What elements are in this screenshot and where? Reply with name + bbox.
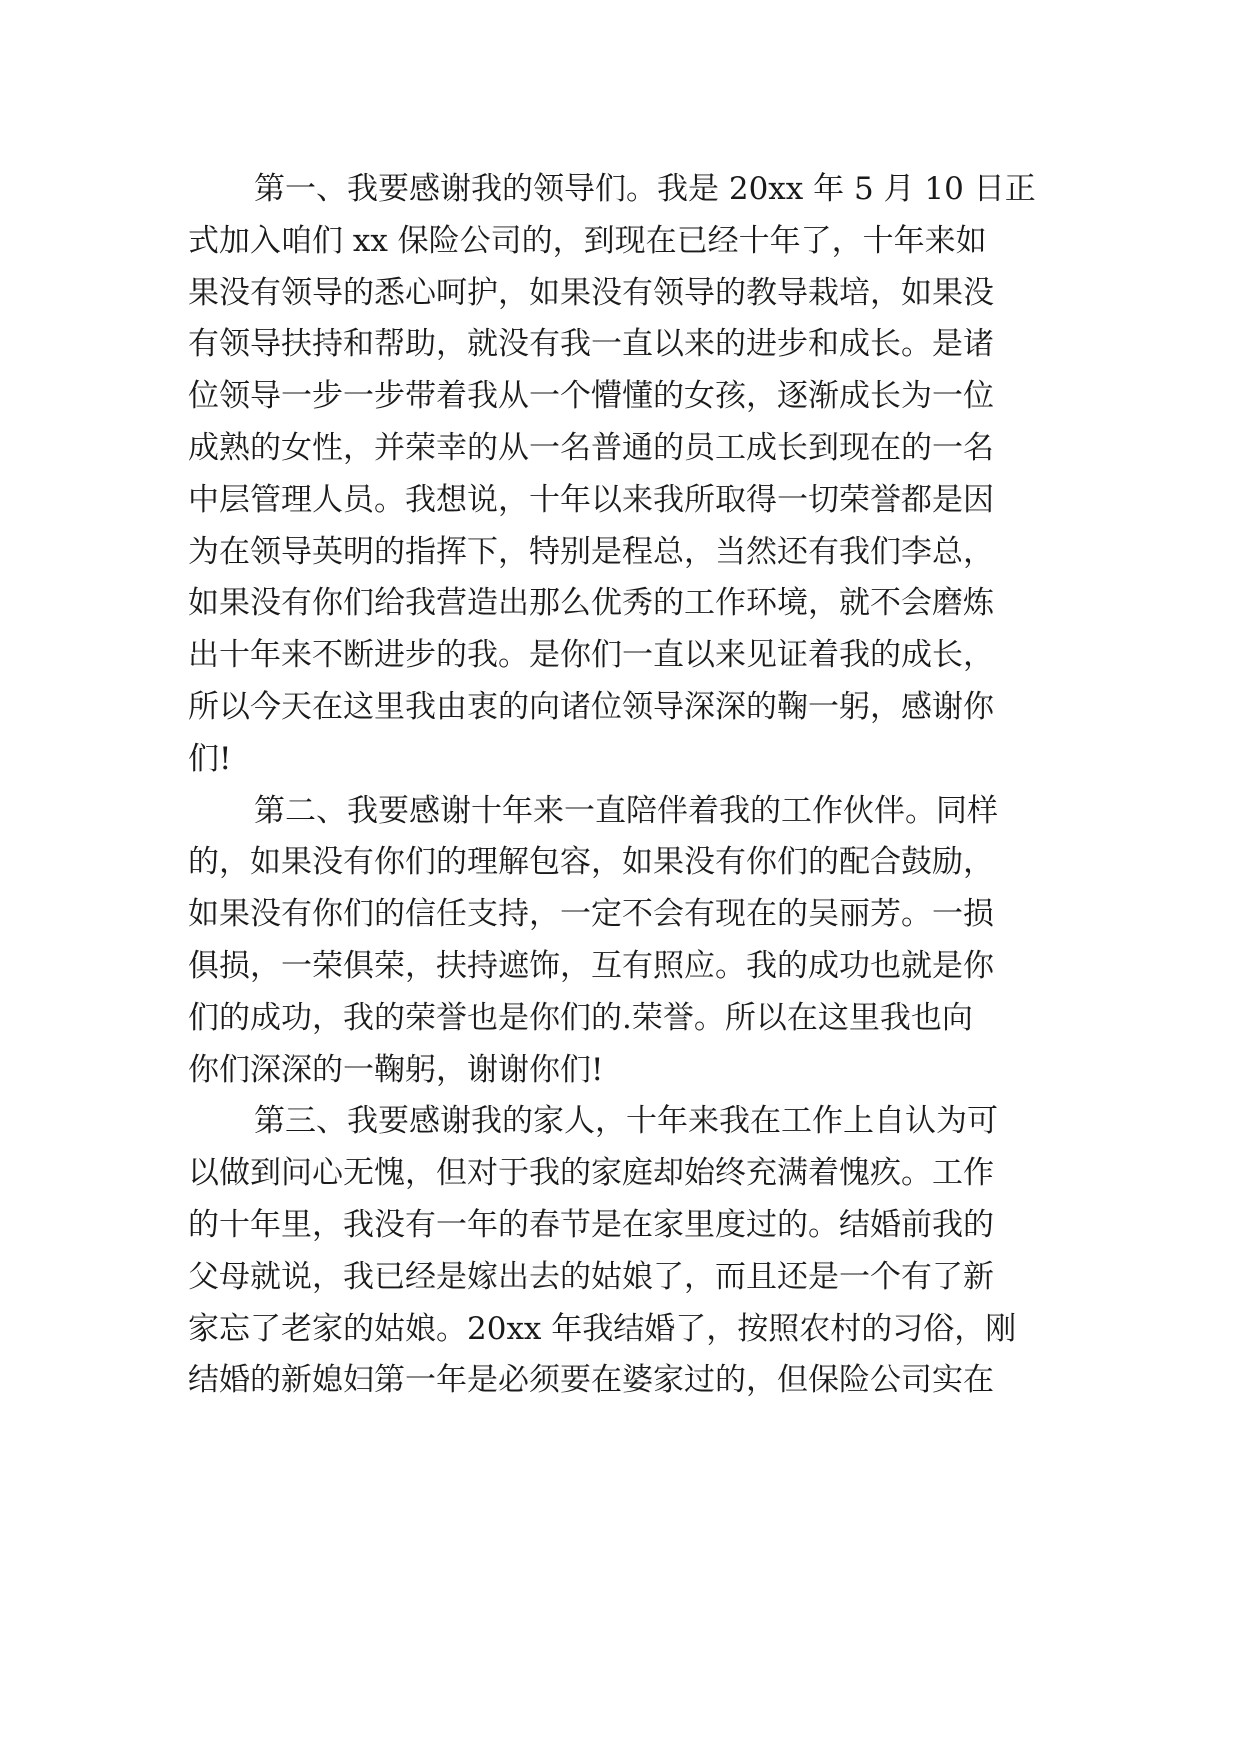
paragraph-3-line-3: 的十年里，我没有一年的春节是在家里度过的。结婚前我的 xyxy=(188,1207,994,1243)
paragraph-2-line-5: 们的成功，我的荣誉也是你们的.荣誉。所以在这里我也向 xyxy=(188,999,973,1036)
paragraph-3-line-1: 第三、我要感谢我的家人，十年来我在工作上自认为可 xyxy=(254,1103,998,1140)
paragraph-2-line-3: 如果没有你们的信任支持，一定不会有现在的吴丽芳。一损 xyxy=(188,896,994,933)
paragraph-1-line-9: 如果没有你们给我营造出那么优秀的工作环境，就不会磨炼 xyxy=(188,585,994,622)
paragraph-2-line-4: 俱损，一荣俱荣，扶持遮饰，互有照应。我的成功也就是你 xyxy=(188,948,994,984)
paragraph-1-line-12: 们! xyxy=(188,740,232,777)
paragraph-2-line-6: 你们深深的一鞠躬，谢谢你们! xyxy=(188,1051,604,1088)
paragraph-1-line-1: 第一、我要感谢我的领导们。我是 20xx 年 5 月 10 日正 xyxy=(254,171,1036,207)
paragraph-3-line-2: 以做到问心无愧，但对于我的家庭却始终充满着愧疚。工作 xyxy=(188,1155,994,1192)
paragraph-3-line-6: 结婚的新媳妇第一年是必须要在婆家过的，但保险公司实在 xyxy=(188,1362,994,1399)
paragraph-3-line-4: 父母就说，我已经是嫁出去的姑娘了，而且还是一个有了新 xyxy=(188,1258,994,1295)
paragraph-1-line-11: 所以今天在这里我由衷的向诸位领导深深的鞠一躬，感谢你 xyxy=(188,689,994,725)
paragraph-1-line-10: 出十年来不断进步的我。是你们一直以来见证着我的成长， xyxy=(188,637,994,674)
paragraph-1-line-7: 中层管理人员。我想说，十年以来我所取得一切荣誉都是因 xyxy=(188,481,994,518)
paragraph-1-line-8: 为在领导英明的指挥下，特别是程总，当然还有我们李总， xyxy=(188,533,994,570)
paragraph-1-line-4: 有领导扶持和帮助，就没有我一直以来的进步和成长。是诸 xyxy=(188,326,994,363)
paragraph-1-line-6: 成熟的女性，并荣幸的从一名普通的员工成长到现在的一名 xyxy=(188,430,994,466)
paragraph-1-line-3: 果没有领导的悉心呵护，如果没有领导的教导栽培，如果没 xyxy=(188,274,994,311)
paragraph-2-line-1: 第二、我要感谢十年来一直陪伴着我的工作伙伴。同样 xyxy=(254,792,998,829)
paragraph-1-line-2: 式加入咱们 xx 保险公司的，到现在已经十年了，十年来如 xyxy=(188,222,987,259)
paragraph-3-line-5: 家忘了老家的姑娘。20xx 年我结婚了，按照农村的习俗，刚 xyxy=(188,1310,1017,1347)
paragraph-2-line-2: 的，如果没有你们的理解包容，如果没有你们的配合鼓励， xyxy=(188,844,994,881)
paragraph-1-line-5: 位领导一步一步带着我从一个懵懂的女孩，逐渐成长为一位 xyxy=(188,378,994,415)
